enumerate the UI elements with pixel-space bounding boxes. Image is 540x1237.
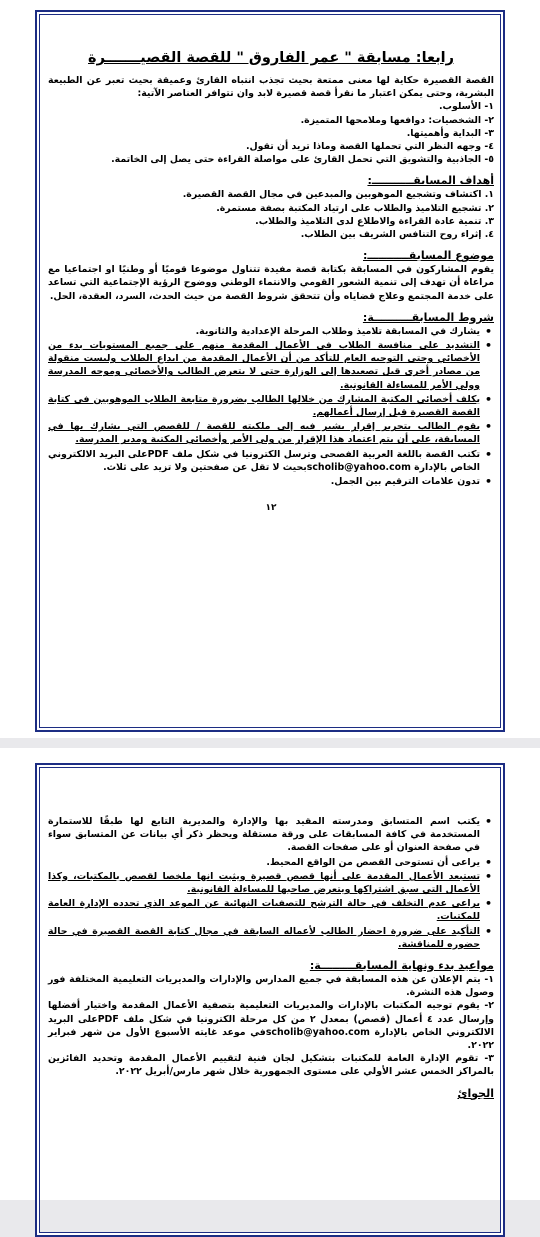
document-page-2: [0, 748, 540, 1200]
page-2-content: [48, 815, 494, 1101]
element-item: ٣- البداية وأهميتها.: [406, 127, 494, 139]
intro-paragraph: القصة القصيرة حكاية لها معنى ممتعة بحيث تجذب انتباه القارئ وعميقة بحيث تعبر عن الطبيعة البشرية، وحتى يمكن اعتبار ما نقرأ قصة قصيرة لابد وان تتوافر العناصر الآتية:: [48, 75, 494, 100]
element-item: ٤- وجهه النظر التي تحملها القصة وماذا تريد أن تقول.: [245, 141, 494, 153]
prizes-heading: الجوائ: [457, 1086, 494, 1100]
goal-item: ٤. إثراء روح التنافس الشريف بين الطلاب.: [300, 229, 494, 241]
condition-item: • يراعى عدم التخلف في حالة الترشح للتصفيات النهائية عن الموعد الذي تحدده الإدارة العامة للمكتبات.: [48, 897, 480, 923]
page-number: ١٢: [265, 503, 277, 514]
schedule-item: ٣- تقوم الإدارة العامة للمكتبات بتشكيل لجان فنية لتقييم الأعمال المقدمة وتحديد الفائزين بالمراكز الخمس عشر الأولي على مستوى الجمهورية خلال شهر مارس/أبريل ٢٠٢٢.: [48, 1053, 494, 1078]
schedule-item: ١- يتم الإعلان عن هذه المسابقة في جميع المدارس والإدارات والمديريات التعليمية المختلفة فور وصول هذه النشرة.: [48, 974, 494, 999]
goal-item: ٢. تشجيع التلاميذ والطلاب على ارتياد المكتبة بصفة مستمرة.: [216, 202, 494, 214]
conditions-list: [48, 325, 494, 488]
condition-item: • يكلف أخصائي المكتبة المشارك من خلالها الطالب بضرورة متابعة الطلاب الموهوبين في كتابة القصة القصيرة قبل إرسال أعمالهم.: [48, 393, 480, 419]
condition-item: • يقوم الطالب بتحرير إقرار يشير فيه إلى ملكيته للقصة / للقصص التي يشارك بها في المسابقة، على أن يتم اعتماد هذا الإقرار من ولي الأمر وأخصائي المكتبة ومدير المدرسة.: [48, 420, 480, 446]
schedule-heading: مواعيد بدء ونهاية المسابقـــــــــة:: [309, 959, 494, 973]
conditions-continued-list: [48, 815, 494, 951]
section-title: رابعا: مسابقة " عمر الفاروق " للقصة القصيـــــــرة: [88, 50, 454, 66]
condition-item: • تكتب القصة باللغة العربية الفصحى وترسل الكترونيا في شكل ملف PDFعلى البريد الالكتروني الخاص بالإدارة scholib@yahoo.comبحيث لا تقل عن صفحتين ولا تزيد على ثلاث.: [48, 448, 480, 474]
schedule-item: ٢- يقوم توجيه المكتبات بالإدارات والمديريات التعليمية بتصفية الأعمال المقدمة واختيار أفضلها وإرسال عدد ٤ أعمال (قصص) بمعدل ٢ من كل مرحلة الكترونيا في شكل ملف PDFعلى البريد الالكتروني الخاص بالإدارة scholib@yahoo.comفي موعد غايته الأسبوع الأول من شهر فبراير ٢٠٢٢.: [48, 1000, 494, 1052]
page-1-content: [48, 48, 494, 515]
condition-item: • التأكيد على ضرورة احضار الطالب لأعماله السابقة في مجال كتابة القصة القصيرة في حالة حضوره للمناقشة.: [48, 925, 480, 951]
element-item: ٥- الجاذبية والتشويق التي تحمل القارئ على مواصلة القراءة حتى يصل إلى الخاتمة.: [111, 154, 494, 166]
condition-item: • يراعى أن تستوحى القصص من الواقع المحيط.: [48, 856, 480, 869]
condition-item: • يكتب اسم المتسابق ومدرسته المقيد بها والإدارة والمديرية التابع لها طبقًا للاستمارة المستخدمة في كافة المسابقات على ورقة مستقلة ويحظر ذكر أي بيانات عن المتسابق سواء في صفحة العنوان أو على صفحات القصة.: [48, 815, 480, 855]
condition-item: • تدون علامات الترقيم بين الجمل.: [48, 475, 480, 488]
goals-heading: أهداف المسابقـــــــــــ:: [367, 174, 494, 188]
elements-list: [48, 100, 494, 166]
goal-item: ٣. تنمية عادة القراءة والاطلاع لدى التلاميذ والطلاب.: [255, 215, 494, 227]
condition-item: • يشارك في المسابقة تلاميذ وطلاب المرحلة الإعدادية والثانوية.: [48, 325, 480, 338]
goal-item: ١. اكتشاف وتشجيع الموهوبين والمبدعين في مجال القصة القصيرة.: [182, 189, 494, 201]
element-item: ١- الأسلوب.: [439, 101, 494, 113]
condition-item: • التشديد على منافسة الطلاب في الأعمال المقدمة منهم على جميع المستويات بدء من الأخصائي وحتى التوجيه العام للتأكد من أن الأعمال المقدمة من ابداع الطلاب وليست منقولة من مصادر أخرى قبل تصعيدها إلى الوزارة حتى لا يتعرض الطالب والأخصائي وموجه المدرسة وولي الأمر للمساءلة القانونية.: [48, 339, 480, 392]
topic-heading: موضوع المسابقـــــــــــ:: [363, 249, 494, 263]
topic-paragraph: يقوم المشاركون في المسابقة بكتابة قصة مفيدة تتناول موضوعا قوميًا أو وطنيًا او اجتماعيا مع مراعاة أن تهدف إلى تنمية الشعور القومي والانتماء الوطني ووضوح الرؤية الإجتماعية التي تساعد على خدمة المجتمع وعلاج قضاياه وأن تتحقق شروط القصة من حيث الحدث، السرد، العقدة، الحل.: [48, 264, 494, 302]
goals-list: [48, 188, 494, 241]
conditions-heading: شروط المسابقــــــــــة:: [362, 310, 494, 324]
element-item: ٢- الشخصيات: دوافعها وملامحها المتميزة.: [300, 114, 494, 126]
condition-item: • تستبعد الأعمال المقدمة على أنها قصص قصيرة ويثبت انها ملخصا لقصص بالمكتبات، وكذا الأعمال التي سبق اشتراكها ويتعرض صاحبها للمساءلة القانونية.: [48, 870, 480, 896]
